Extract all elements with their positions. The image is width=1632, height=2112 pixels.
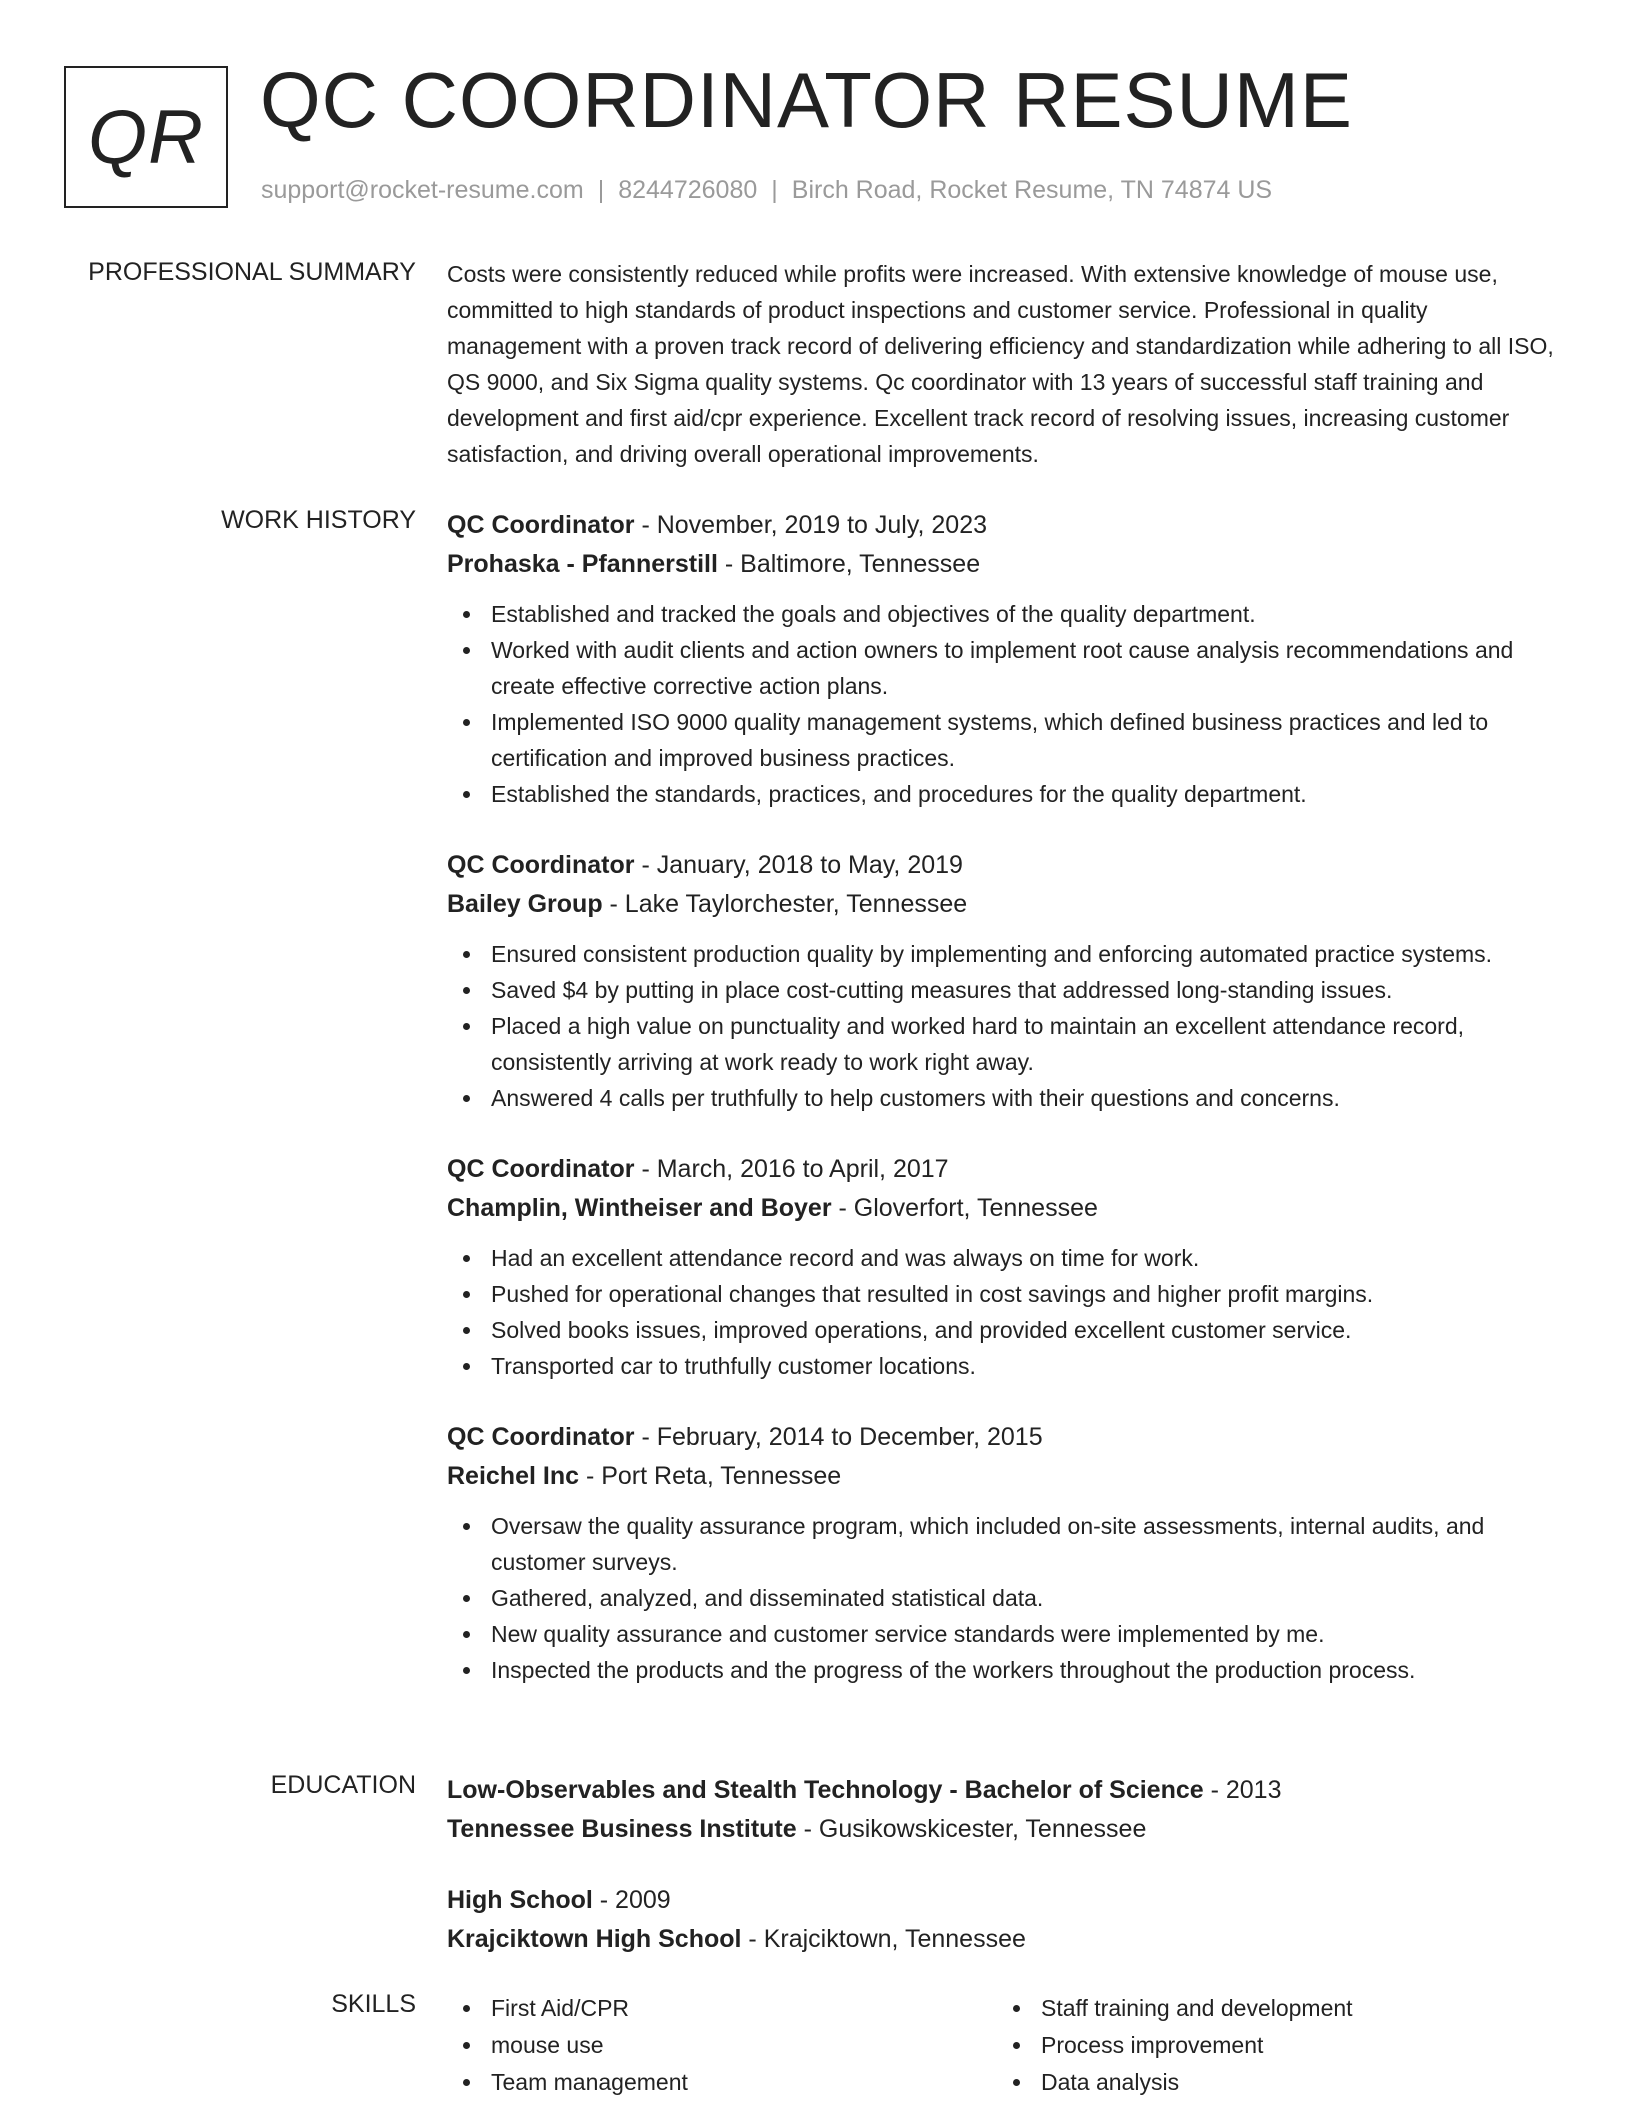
summary-body xyxy=(447,258,1567,472)
work-history-body xyxy=(447,506,1567,1722)
section-label-education: EDUCATION xyxy=(270,1771,416,1799)
school-name: Krajciktown High School xyxy=(447,1925,742,1953)
job-title-line xyxy=(447,1418,1567,1457)
degree-line xyxy=(447,1881,1567,1920)
education-entry xyxy=(447,1771,1567,1849)
job-entry xyxy=(447,846,1567,1116)
skill-item: Data analysis xyxy=(997,2064,1547,2101)
skill-item: Staff training and development xyxy=(997,1990,1547,2027)
job-bullet: Oversaw the quality assurance program, which included on-site assessments, internal audits, and customer surveys. xyxy=(447,1508,1567,1580)
degree-name: Low-Observables and Stealth Technology - Bachelor of Science xyxy=(447,1776,1204,1804)
skills-column-left xyxy=(447,1990,997,2101)
school-location: - Krajciktown, Tennessee xyxy=(741,1925,1026,1953)
contact-separator: | xyxy=(771,176,778,204)
job-bullet: Had an excellent attendance record and was always on time for work. xyxy=(447,1240,1567,1276)
skill-item: mouse use xyxy=(447,2027,997,2064)
job-title: QC Coordinator xyxy=(447,851,635,879)
job-bullet: Worked with audit clients and action owners to implement root cause analysis recommendations and create effective corrective action plans. xyxy=(447,632,1567,704)
job-dates: - March, 2016 to April, 2017 xyxy=(634,1155,949,1183)
skill-item: Process improvement xyxy=(997,2027,1547,2064)
job-dates: - November, 2019 to July, 2023 xyxy=(634,511,988,539)
job-company-line xyxy=(447,1189,1567,1228)
job-location: - Baltimore, Tennessee xyxy=(717,550,981,578)
job-bullet: Transported car to truthfully customer locations. xyxy=(447,1348,1567,1384)
school-location: - Gusikowskicester, Tennessee xyxy=(796,1815,1147,1843)
degree-line xyxy=(447,1771,1567,1810)
skill-item: First Aid/CPR xyxy=(447,1990,997,2027)
school-name: Tennessee Business Institute xyxy=(447,1815,797,1843)
job-title: QC Coordinator xyxy=(447,1423,635,1451)
education-entry xyxy=(447,1881,1567,1959)
monogram-logo: QR xyxy=(64,66,228,208)
job-bullet: Established the standards, practices, and procedures for the quality department. xyxy=(447,776,1567,812)
job-location: - Lake Taylorchester, Tennessee xyxy=(602,890,968,918)
job-company-line xyxy=(447,1457,1567,1496)
contact-separator: | xyxy=(597,176,605,204)
job-title-line xyxy=(447,506,1567,545)
contact-email[interactable]: support@rocket-resume.com xyxy=(261,176,584,204)
job-company: Champlin, Wintheiser and Boyer xyxy=(447,1194,832,1222)
job-bullet: Established and tracked the goals and objectives of the quality department. xyxy=(447,596,1567,632)
degree-name: High School xyxy=(447,1886,593,1914)
resume-title: QC COORDINATOR RESUME xyxy=(260,56,1353,144)
job-title-line xyxy=(447,1150,1567,1189)
skills-grid xyxy=(447,1990,1567,2101)
job-bullet: Saved $4 by putting in place cost-cutting measures that addressed long-standing issues. xyxy=(447,972,1567,1008)
job-title: QC Coordinator xyxy=(447,1155,635,1183)
job-bullet: Inspected the products and the progress of the workers throughout the production process. xyxy=(447,1652,1567,1688)
job-bullet: Ensured consistent production quality by implementing and enforcing automated practice systems. xyxy=(447,936,1567,972)
job-bullets xyxy=(447,1508,1567,1688)
education-body xyxy=(447,1771,1567,1991)
job-bullet: Placed a high value on punctuality and worked hard to maintain an excellent attendance record, consistently arriving at work ready to work right away. xyxy=(447,1008,1567,1080)
job-bullet: Answered 4 calls per truthfully to help customers with their questions and concerns. xyxy=(447,1080,1567,1116)
job-title: QC Coordinator xyxy=(447,511,635,539)
job-dates: - January, 2018 to May, 2019 xyxy=(634,851,963,879)
job-company-line xyxy=(447,885,1567,924)
skill-item: Team management xyxy=(447,2064,997,2101)
job-company: Prohaska - Pfannerstill xyxy=(447,550,718,578)
job-entry xyxy=(447,1150,1567,1384)
job-title-line xyxy=(447,846,1567,885)
contact-address: Birch Road, Rocket Resume, TN 74874 US xyxy=(791,176,1273,204)
section-label-summary: PROFESSIONAL SUMMARY xyxy=(88,258,416,286)
skills-body xyxy=(447,1990,1567,2101)
job-entry xyxy=(447,506,1567,812)
degree-year: - 2009 xyxy=(592,1886,671,1914)
degree-year: - 2013 xyxy=(1203,1776,1282,1804)
job-bullets xyxy=(447,936,1567,1116)
job-dates: - February, 2014 to December, 2015 xyxy=(634,1423,1043,1451)
school-line xyxy=(447,1920,1567,1959)
job-company-line xyxy=(447,545,1567,584)
skills-column-right xyxy=(997,1990,1547,2101)
job-bullet: Implemented ISO 9000 quality management systems, which defined business practices and led to certification and improved business practices. xyxy=(447,704,1567,776)
section-label-work-history: WORK HISTORY xyxy=(221,506,416,534)
contact-phone[interactable]: 8244726080 xyxy=(618,176,758,204)
contact-line xyxy=(261,176,1272,205)
job-bullets xyxy=(447,596,1567,812)
job-bullet: Gathered, analyzed, and disseminated statistical data. xyxy=(447,1580,1567,1616)
job-bullet: New quality assurance and customer service standards were implemented by me. xyxy=(447,1616,1567,1652)
job-location: - Gloverfort, Tennessee xyxy=(831,1194,1098,1222)
job-bullet: Solved books issues, improved operations, and provided excellent customer service. xyxy=(447,1312,1567,1348)
job-entry xyxy=(447,1418,1567,1688)
job-location: - Port Reta, Tennessee xyxy=(579,1462,842,1490)
summary-text: Costs were consistently reduced while profits were increased. With extensive knowledge of mouse use, committed to high standards of product inspections and customer service. Professional in quality management with a proven track record of delivering efficiency and standardization while adhering to all ISO, QS 9000, and Six Sigma quality systems. Qc coordinator with 13 years of successful staff training and development and first aid/cpr experience. Excellent track record of resolving issues, increasing customer satisfaction, and driving overall operational improvements. xyxy=(447,261,1554,467)
job-bullets xyxy=(447,1240,1567,1384)
job-company: Reichel Inc xyxy=(447,1462,579,1490)
section-label-skills: SKILLS xyxy=(331,1990,416,2018)
job-bullet: Pushed for operational changes that resulted in cost savings and higher profit margins. xyxy=(447,1276,1567,1312)
job-company: Bailey Group xyxy=(447,890,603,918)
school-line xyxy=(447,1810,1567,1849)
